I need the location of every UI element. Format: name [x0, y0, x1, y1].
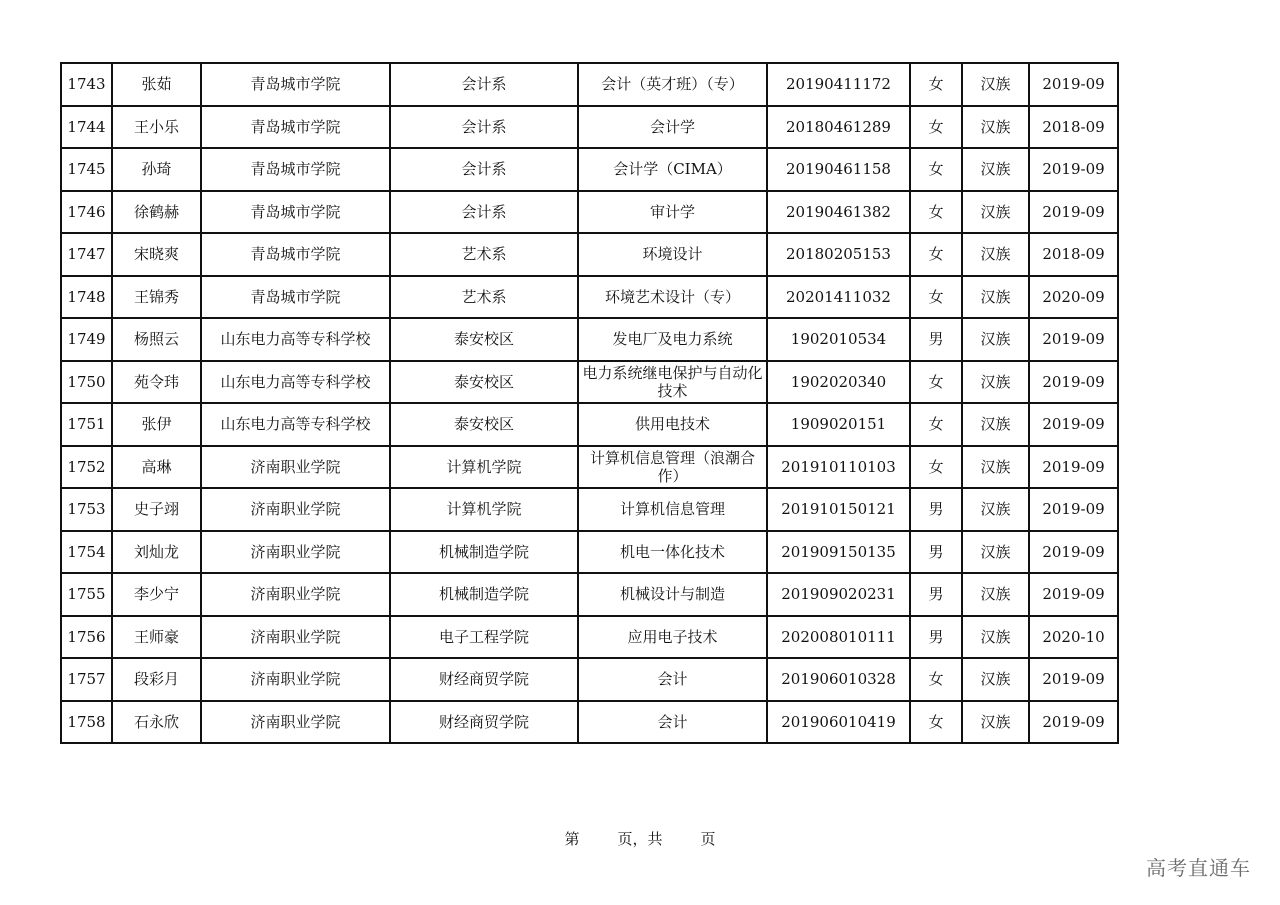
cell-student-id: 20190461382: [767, 191, 910, 234]
cell-school: 济南职业学院: [201, 658, 390, 701]
table-row: [61, 191, 1118, 234]
cell-school: 青岛城市学院: [201, 233, 390, 276]
cell-student-name: 张茹: [112, 63, 201, 106]
cell-enrollment-date: 2019-09: [1029, 701, 1118, 744]
cell-row-number: 1755: [61, 573, 112, 616]
cell-ethnicity: 汉族: [962, 616, 1029, 659]
cell-student-name: 徐鹤赫: [112, 191, 201, 234]
cell-department: 泰安校区: [390, 318, 578, 361]
cell-ethnicity: 汉族: [962, 106, 1029, 149]
cell-student-id: 20201411032: [767, 276, 910, 319]
cell-department: 艺术系: [390, 276, 578, 319]
cell-gender: 男: [910, 488, 962, 531]
cell-school: 山东电力高等专科学校: [201, 403, 390, 446]
cell-ethnicity: 汉族: [962, 403, 1029, 446]
cell-major: 机械设计与制造: [578, 573, 767, 616]
cell-row-number: 1750: [61, 361, 112, 404]
cell-major: 供用电技术: [578, 403, 767, 446]
cell-school: 济南职业学院: [201, 616, 390, 659]
cell-row-number: 1753: [61, 488, 112, 531]
cell-department: 机械制造学院: [390, 573, 578, 616]
table-row: [61, 446, 1118, 489]
cell-enrollment-date: 2020-10: [1029, 616, 1118, 659]
cell-ethnicity: 汉族: [962, 276, 1029, 319]
cell-gender: 女: [910, 276, 962, 319]
cell-school: 山东电力高等专科学校: [201, 361, 390, 404]
cell-gender: 女: [910, 403, 962, 446]
cell-gender: 男: [910, 616, 962, 659]
cell-enrollment-date: 2019-09: [1029, 658, 1118, 701]
cell-ethnicity: 汉族: [962, 446, 1029, 489]
cell-ethnicity: 汉族: [962, 701, 1029, 744]
cell-row-number: 1743: [61, 63, 112, 106]
cell-row-number: 1748: [61, 276, 112, 319]
cell-student-id: 1902010534: [767, 318, 910, 361]
cell-student-id: 201909020231: [767, 573, 910, 616]
cell-school: 山东电力高等专科学校: [201, 318, 390, 361]
table-row: [61, 403, 1118, 446]
table-row: [61, 701, 1118, 744]
cell-student-name: 张伊: [112, 403, 201, 446]
cell-gender: 男: [910, 573, 962, 616]
cell-major: 审计学: [578, 191, 767, 234]
cell-student-name: 石永欣: [112, 701, 201, 744]
cell-school: 青岛城市学院: [201, 148, 390, 191]
cell-department: 会计系: [390, 63, 578, 106]
cell-ethnicity: 汉族: [962, 233, 1029, 276]
student-roster-table: [60, 62, 1119, 744]
cell-major: 环境设计: [578, 233, 767, 276]
cell-department: 计算机学院: [390, 488, 578, 531]
cell-student-name: 宋晓爽: [112, 233, 201, 276]
cell-gender: 女: [910, 701, 962, 744]
cell-school: 青岛城市学院: [201, 191, 390, 234]
cell-ethnicity: 汉族: [962, 361, 1029, 404]
cell-enrollment-date: 2019-09: [1029, 403, 1118, 446]
cell-student-id: 201906010328: [767, 658, 910, 701]
cell-major: 会计: [578, 701, 767, 744]
cell-major: 会计学（CIMA）: [578, 148, 767, 191]
cell-enrollment-date: 2019-09: [1029, 446, 1118, 489]
cell-department: 财经商贸学院: [390, 701, 578, 744]
cell-student-name: 高琳: [112, 446, 201, 489]
footer-total-label: 页: [700, 830, 716, 848]
table-row: [61, 488, 1118, 531]
cell-enrollment-date: 2019-09: [1029, 63, 1118, 106]
cell-enrollment-date: 2019-09: [1029, 148, 1118, 191]
cell-ethnicity: 汉族: [962, 63, 1029, 106]
cell-school: 济南职业学院: [201, 531, 390, 574]
cell-enrollment-date: 2019-09: [1029, 318, 1118, 361]
cell-student-id: 20180461289: [767, 106, 910, 149]
cell-student-name: 王小乐: [112, 106, 201, 149]
cell-enrollment-date: 2019-09: [1029, 361, 1118, 404]
cell-student-id: 201909150135: [767, 531, 910, 574]
cell-enrollment-date: 2020-09: [1029, 276, 1118, 319]
table-row: [61, 361, 1118, 404]
cell-row-number: 1758: [61, 701, 112, 744]
table-row: [61, 658, 1118, 701]
cell-student-id: 20180205153: [767, 233, 910, 276]
cell-row-number: 1746: [61, 191, 112, 234]
cell-department: 财经商贸学院: [390, 658, 578, 701]
cell-school: 青岛城市学院: [201, 63, 390, 106]
cell-ethnicity: 汉族: [962, 148, 1029, 191]
cell-student-id: 201910150121: [767, 488, 910, 531]
cell-student-name: 李少宁: [112, 573, 201, 616]
cell-major: 会计学: [578, 106, 767, 149]
table-row: [61, 106, 1118, 149]
cell-department: 会计系: [390, 191, 578, 234]
cell-school: 济南职业学院: [201, 488, 390, 531]
cell-student-id: 201906010419: [767, 701, 910, 744]
cell-ethnicity: 汉族: [962, 191, 1029, 234]
cell-major: 会计: [578, 658, 767, 701]
cell-department: 泰安校区: [390, 361, 578, 404]
cell-row-number: 1744: [61, 106, 112, 149]
cell-student-name: 苑令玮: [112, 361, 201, 404]
cell-enrollment-date: 2018-09: [1029, 106, 1118, 149]
table-row: [61, 63, 1118, 106]
cell-student-name: 王师豪: [112, 616, 201, 659]
cell-enrollment-date: 2019-09: [1029, 191, 1118, 234]
cell-gender: 女: [910, 191, 962, 234]
cell-student-name: 史子翊: [112, 488, 201, 531]
cell-gender: 男: [910, 531, 962, 574]
cell-row-number: 1749: [61, 318, 112, 361]
cell-department: 艺术系: [390, 233, 578, 276]
cell-student-id: 20190411172: [767, 63, 910, 106]
cell-ethnicity: 汉族: [962, 573, 1029, 616]
cell-ethnicity: 汉族: [962, 318, 1029, 361]
footer-page-of-label: 页，共: [617, 830, 663, 848]
cell-major: 机电一体化技术: [578, 531, 767, 574]
cell-department: 计算机学院: [390, 446, 578, 489]
cell-major: 发电厂及电力系统: [578, 318, 767, 361]
cell-gender: 男: [910, 318, 962, 361]
cell-student-name: 孙琦: [112, 148, 201, 191]
cell-enrollment-date: 2019-09: [1029, 488, 1118, 531]
table-row: [61, 233, 1118, 276]
footer-page-label: 第: [564, 830, 580, 848]
table-row: [61, 148, 1118, 191]
cell-row-number: 1747: [61, 233, 112, 276]
table-row: [61, 318, 1118, 361]
page-footer: [0, 828, 1280, 849]
cell-student-id: 201910110103: [767, 446, 910, 489]
cell-department: 会计系: [390, 106, 578, 149]
cell-school: 济南职业学院: [201, 573, 390, 616]
cell-student-name: 王锦秀: [112, 276, 201, 319]
cell-major: 环境艺术设计（专）: [578, 276, 767, 319]
cell-major: 计算机信息管理（浪潮合作）: [578, 446, 767, 489]
cell-student-id: 20190461158: [767, 148, 910, 191]
cell-gender: 女: [910, 658, 962, 701]
table-row: [61, 276, 1118, 319]
cell-row-number: 1745: [61, 148, 112, 191]
table-row: [61, 616, 1118, 659]
cell-enrollment-date: 2018-09: [1029, 233, 1118, 276]
cell-student-name: 段彩月: [112, 658, 201, 701]
cell-student-id: 1902020340: [767, 361, 910, 404]
cell-row-number: 1754: [61, 531, 112, 574]
cell-row-number: 1751: [61, 403, 112, 446]
cell-department: 电子工程学院: [390, 616, 578, 659]
cell-gender: 女: [910, 106, 962, 149]
cell-gender: 女: [910, 233, 962, 276]
cell-major: 电力系统继电保护与自动化技术: [578, 361, 767, 404]
cell-gender: 女: [910, 361, 962, 404]
cell-student-id: 202008010111: [767, 616, 910, 659]
cell-row-number: 1752: [61, 446, 112, 489]
cell-gender: 女: [910, 63, 962, 106]
cell-student-name: 杨照云: [112, 318, 201, 361]
cell-gender: 女: [910, 148, 962, 191]
cell-enrollment-date: 2019-09: [1029, 531, 1118, 574]
cell-gender: 女: [910, 446, 962, 489]
roster-body: [61, 63, 1118, 743]
cell-major: 计算机信息管理: [578, 488, 767, 531]
cell-major: 应用电子技术: [578, 616, 767, 659]
cell-department: 会计系: [390, 148, 578, 191]
cell-student-name: 刘灿龙: [112, 531, 201, 574]
cell-ethnicity: 汉族: [962, 531, 1029, 574]
cell-major: 会计（英才班）（专）: [578, 63, 767, 106]
cell-ethnicity: 汉族: [962, 658, 1029, 701]
cell-row-number: 1756: [61, 616, 112, 659]
cell-school: 济南职业学院: [201, 701, 390, 744]
table-row: [61, 531, 1118, 574]
cell-school: 济南职业学院: [201, 446, 390, 489]
cell-ethnicity: 汉族: [962, 488, 1029, 531]
cell-student-id: 1909020151: [767, 403, 910, 446]
cell-school: 青岛城市学院: [201, 106, 390, 149]
cell-row-number: 1757: [61, 658, 112, 701]
cell-enrollment-date: 2019-09: [1029, 573, 1118, 616]
table-row: [61, 573, 1118, 616]
cell-department: 泰安校区: [390, 403, 578, 446]
cell-school: 青岛城市学院: [201, 276, 390, 319]
watermark-logo-text: 高考直通车: [1146, 856, 1251, 880]
cell-department: 机械制造学院: [390, 531, 578, 574]
